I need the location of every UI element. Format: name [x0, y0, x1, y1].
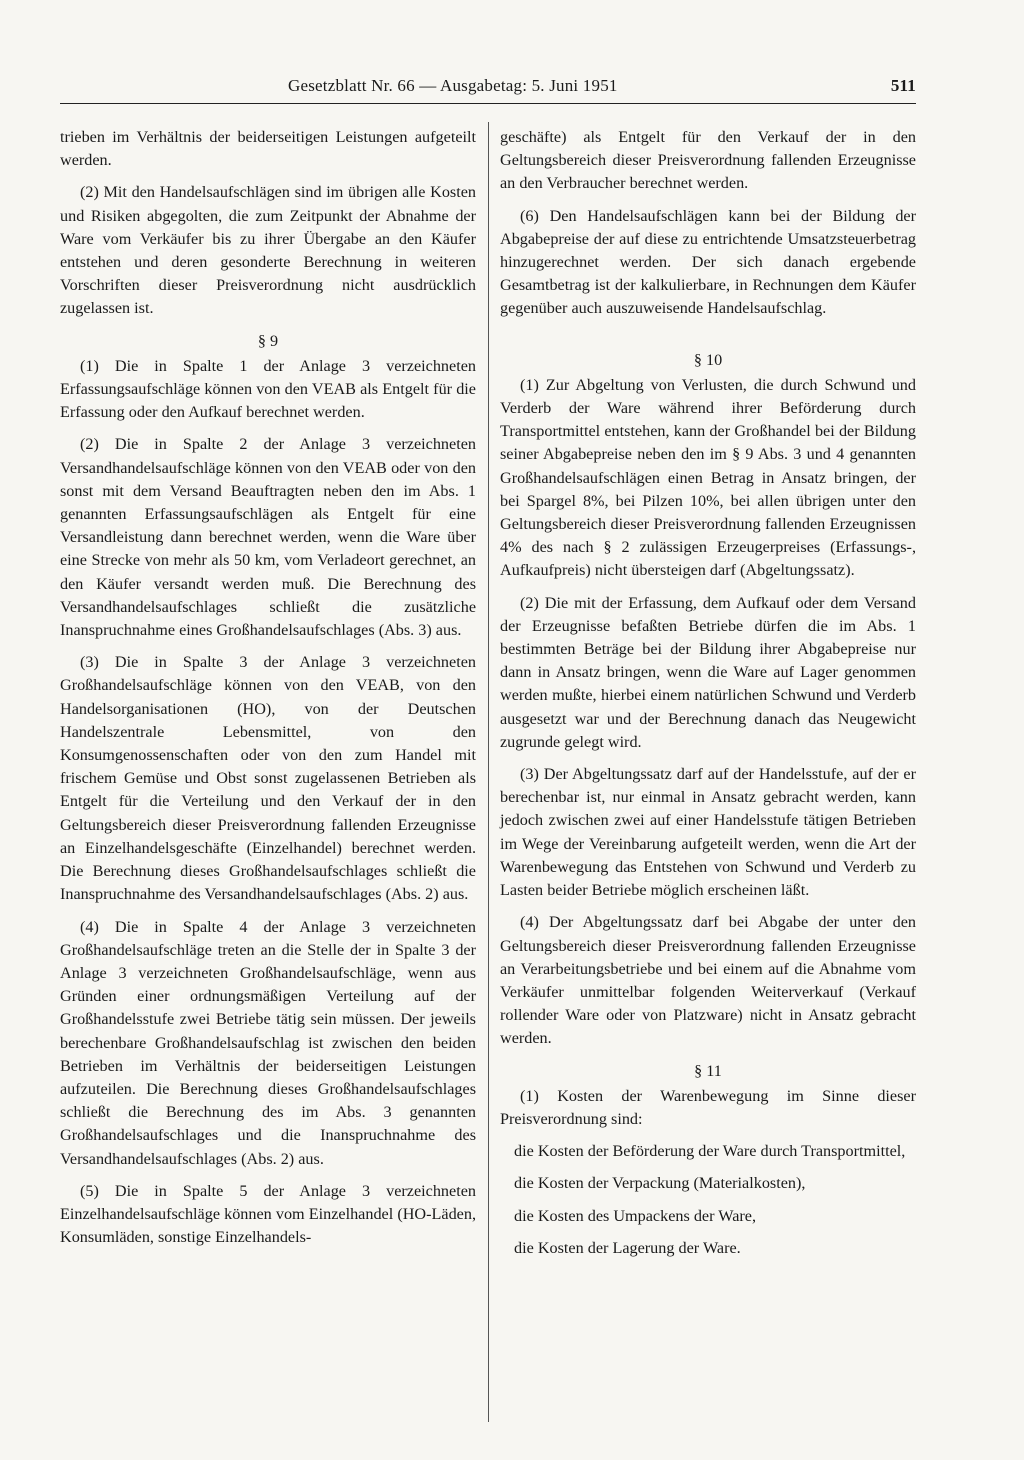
page-header	[60, 76, 916, 102]
list-item: die Kosten des Umpackens der Ware,	[514, 1206, 757, 1225]
paragraph: (2) Die mit der Erfassung, dem Aufkauf oder dem Versand der Erzeugnisse befaßten Betriebe dürfen die im Abs. 1 bestimmten Beträge bei der Bildung ihrer Abgabepreise nur dann in Ansatz bringen, wenn die Ware auf Lager genommen werden mußte, hierbei einem natürlichen Schwund und Verderb ausgesetzt war und der Berechnung danach das Neugewicht zugrunde gelegt wird.	[500, 593, 916, 751]
paragraph: (1) Zur Abgeltung von Verlusten, die durch Schwund und Verderb der Ware während ihrer Beförderung durch Transportmittel entstehen, kann der Großhandel bei der Bildung seiner Abgabepreise neben den im § 9 Abs. 3 und 4 genannten Großhandelsaufschlägen einen Betrag in Ansatz bringen, der bei Spargel 8%, bei Pilzen 10%, bei allen übrigen unter den Geltungsbereich dieser Preisverordnung fallenden Erzeugnissen 4% des nach § 2 zulässigen Erzeugerpreises (Erfassungs-, Aufkaufpreis) nicht übersteigen darf (Abgeltungssatz).	[500, 375, 916, 580]
paragraph: (3) Der Abgeltungssatz darf auf der Handelsstufe, auf der er berechenbar ist, nur einmal in Ansatz gebracht werden, kann jedoch zwischen zwei auf einer Handelsstufe tätigen Betrieben im Wege der Vereinbarung aufgeteilt werden, wenn die Art der Warenbewegung das Entstehen von Schwund und Verderb zu Lasten beider Betriebe möglich erscheinen läßt.	[500, 765, 916, 900]
right-column	[500, 126, 916, 1269]
paragraph: (5) Die in Spalte 5 der Anlage 3 verzeichneten Einzelhandelsaufschläge können vom Einzelhandel (HO-Läden, Konsumläden, sonstige Einzelhandels-	[60, 1181, 476, 1247]
cost-list	[500, 1140, 916, 1260]
paragraph: (2) Mit den Handelsaufschlägen sind im übrigen alle Kosten und Risiken abgegolten, die zum Zeitpunkt der Abnahme der Ware vom Verkäufer bis zu ihrer Übergabe an den Käufer entstehen und deren gesonderte Berechnung in weiteren Vorschriften dieser Preisverordnung nicht ausdrücklich zugelassen ist.	[60, 183, 476, 318]
paragraph: (6) Den Handelsaufschlägen kann bei der Bildung der Abgabepreise der auf diese zu entrichtende Umsatzsteuerbetrag hinzugerechnet werden. Der sich danach ergebende Gesamtbetrag ist der kalkulierbare, in Rechnungen dem Käufer gegenüber auch auszuweisende Handelsaufschlag.	[500, 206, 916, 318]
section-heading-9: § 9	[257, 331, 279, 350]
header-rule	[60, 103, 916, 104]
paragraph: (4) Die in Spalte 4 der Anlage 3 verzeichneten Großhandelsaufschläge treten an die Stelle der in Spalte 3 der Anlage 3 verzeichneten Großhandelsaufschläge, wenn aus Gründen einer ordnungsmäßigen Verteilung auf der Großhandelsstufe zwei Betriebe tätig sein müssen. Der jeweils berechenbare Großhandelsaufschlag ist zwischen den beiden Betrieben im Verhältnis der beiderseitigen Leistungen aufzuteilen. Die Berechnung dieses Großhandelsaufschlages schließt die Berechnung des im Abs. 3 genannten Großhandelsaufschlages und die Inanspruchnahme des Versandhandelsaufschlages (Abs. 2) aus.	[60, 917, 476, 1168]
paragraph: (4) Der Abgeltungssatz darf bei Abgabe der unter den Geltungsbereich dieser Preisverordnung fallenden Erzeugnisse an Verarbeitungsbetriebe und bei einem auf die Abnahme vom Verkäufer unmittelbar folgenden Weiterverkauf (Verkauf rollender Ware oder von Platzware) nicht in Ansatz gebracht werden.	[500, 913, 916, 1048]
paragraph: (2) Die in Spalte 2 der Anlage 3 verzeichneten Versandhandelsaufschläge können von den VEAB oder von den sonst mit dem Versand Beauftragten neben den im Abs. 1 genannten Erfassungsaufschlägen als Entgelt für eine Versandleistung dann berechnet werden, wenn die Ware über eine Strecke von mehr als 50 km, vom Verladeort gerechnet, an den Käufer versandt werden muß. Die Berechnung des Versandhandelsaufschlages schließt die zusätzliche Inanspruchnahme eines Großhandelsaufschlages (Abs. 3) aus.	[60, 435, 476, 640]
paragraph: geschäfte) als Entgelt für den Verkauf der in den Geltungsbereich dieser Preisverordnung fallenden Erzeugnisse an den Verbraucher berechnet werden.	[500, 128, 916, 193]
list-item: die Kosten der Beförderung der Ware durch Transportmittel,	[514, 1142, 906, 1161]
header-title: Gesetzblatt Nr. 66 — Ausgabetag: 5. Juni 1951	[288, 76, 618, 95]
section-heading-10: § 10	[693, 350, 723, 369]
list-item: die Kosten der Lagerung der Ware.	[514, 1238, 741, 1257]
left-column	[60, 126, 476, 1258]
paragraph: (1) Die in Spalte 1 der Anlage 3 verzeichneten Erfassungsaufschläge können von den VEAB als Entgelt für die Erfassung oder den Aufkauf berechnet werden.	[60, 356, 476, 422]
paragraph: (1) Kosten der Warenbewegung im Sinne dieser Preisverordnung sind:	[500, 1086, 916, 1128]
page-number: 511	[890, 76, 916, 95]
column-divider	[488, 122, 489, 1422]
section-heading-11: § 11	[694, 1061, 722, 1080]
paragraph: trieben im Verhältnis der beiderseitigen Leistungen aufgeteilt werden.	[60, 128, 476, 170]
list-item: die Kosten der Verpackung (Materialkosten),	[514, 1174, 806, 1193]
paragraph: (3) Die in Spalte 3 der Anlage 3 verzeichneten Großhandelsaufschläge können von den VEAB, von den Handelsorganisationen (HO), von der Deutschen Handelszentrale Lebensmittel, von den Konsumgenossenschaften oder von den zum Handel mit frischem Gemüse und Obst sonst zugelassenen Betrieben als Entgelt für die Verteilung und den Verkauf der in den Geltungsbereich dieser Preisverordnung fallenden Erzeugnisse an Einzelhandelsgeschäfte (Einzelhandel) berechnet werden. Die Berechnung dieses Großhandelsaufschlages schließt die Inanspruchnahme des Versandhandelsaufschlages (Abs. 2) aus.	[60, 653, 476, 904]
